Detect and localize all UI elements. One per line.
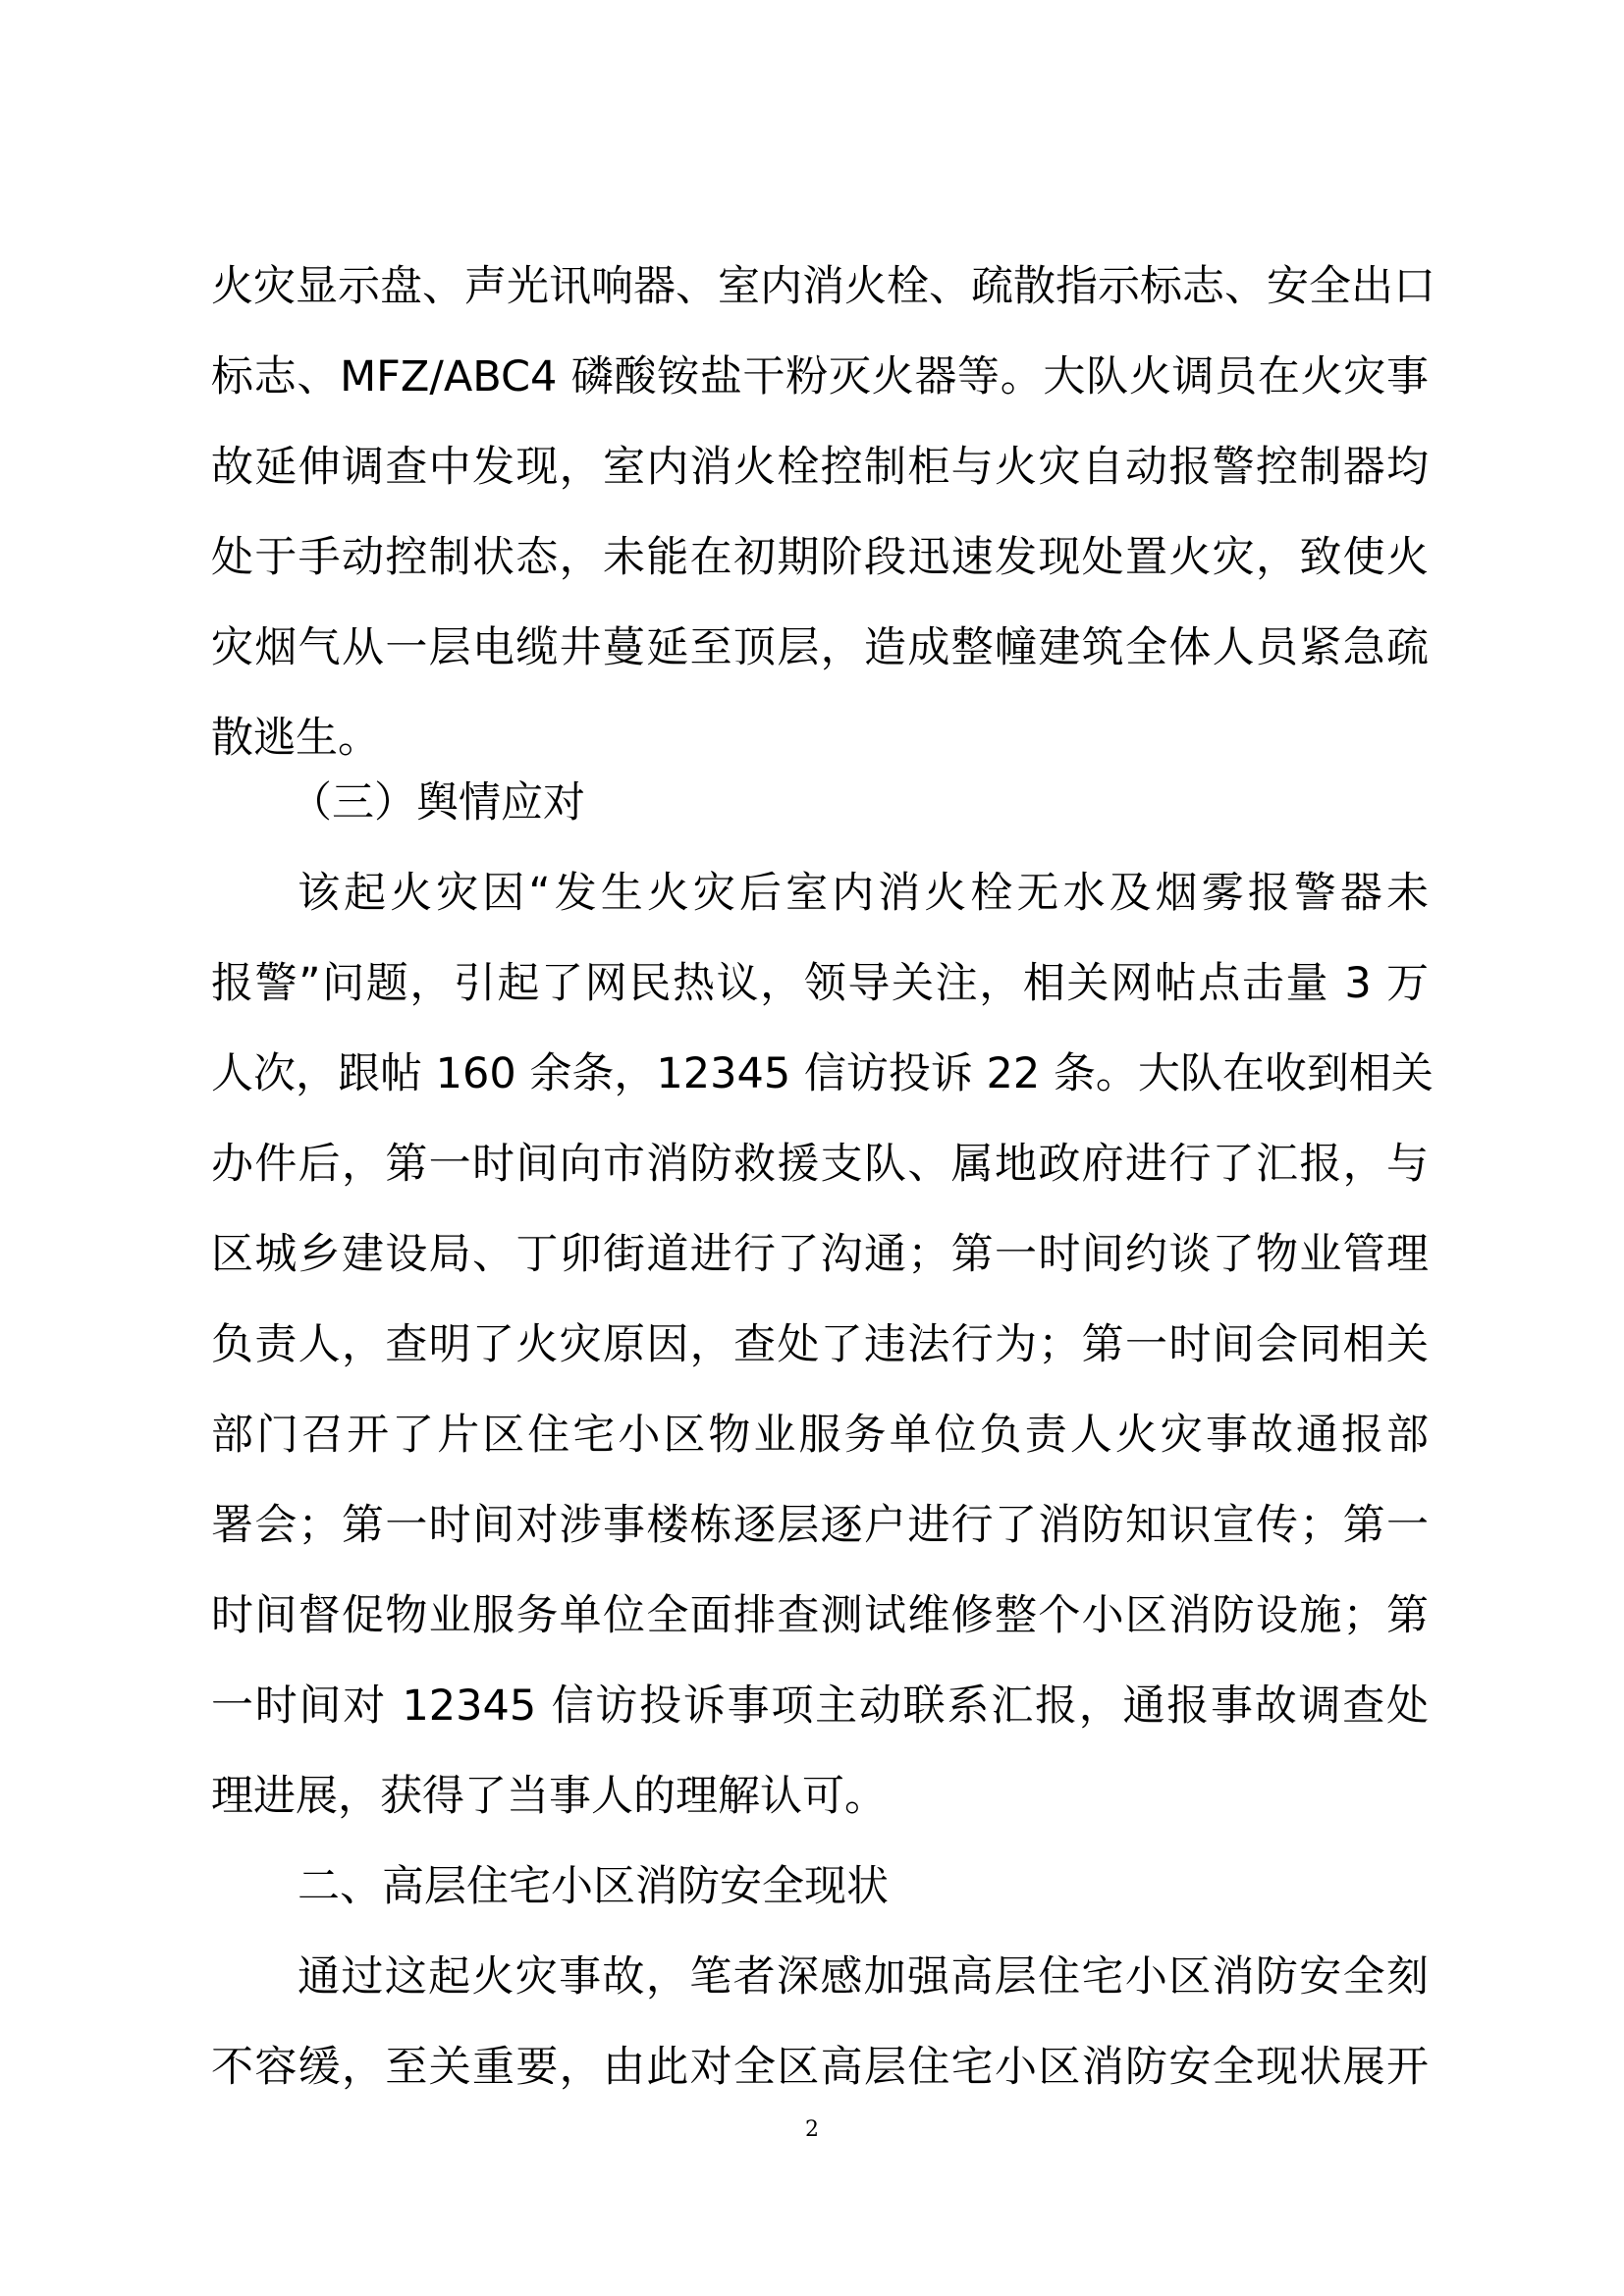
paragraph-line-3: 故延伸调查中发现，室内消火栓控制柜与火灾自动报警控制器均: [211, 443, 1429, 492]
paragraph-line-16: 一时间对 12345 信访投诉事项主动联系汇报，通报事故调查处: [211, 1682, 1429, 1731]
paragraph-line-8: 报警”问题，引起了网民热议，领导关注，相关网帖点击量 3 万: [211, 959, 1429, 1008]
paragraph-line-1: 火灾显示盘、声光讯响器、室内消火栓、疏散指示标志、安全出口: [211, 262, 1435, 311]
paragraph-line-4: 处于手动控制状态，未能在初期阶段迅速发现处置火灾，致使火: [211, 533, 1429, 582]
paragraph-line-2: 标志、MFZ/ABC4 磷酸铵盐干粉灭火器等。大队火调员在火灾事: [211, 352, 1429, 401]
paragraph-line-14: 署会；第一时间对涉事楼栋逐层逐户进行了消防知识宣传；第一: [211, 1501, 1429, 1550]
paragraph-line-17: 理进展，获得了当事人的理解认可。: [211, 1772, 887, 1821]
page-number: 2: [805, 2117, 819, 2142]
section-heading-public-opinion: （三）舆情应对: [290, 778, 585, 828]
paragraph-line-15: 时间督促物业服务单位全面排查测试维修整个小区消防设施；第: [211, 1591, 1429, 1640]
paragraph-line-11: 区城乡建设局、丁卯街道进行了沟通；第一时间约谈了物业管理: [211, 1230, 1429, 1279]
paragraph-line-10: 办件后，第一时间向市消防救援支队、属地政府进行了汇报，与: [211, 1140, 1429, 1189]
paragraph-line-13: 部门召开了片区住宅小区物业服务单位负责人火灾事故通报部: [211, 1411, 1429, 1460]
paragraph-line-12: 负责人，查明了火灾原因，查处了违法行为；第一时间会同相关: [211, 1320, 1429, 1369]
paragraph-line-7: 该起火灾因“发生火灾后室内消火栓无水及烟雾报警器未: [298, 869, 1429, 918]
paragraph-line-9: 人次，跟帖 160 余条，12345 信访投诉 22 条。大队在收到相关: [211, 1049, 1434, 1098]
paragraph-line-19: 不容缓，至关重要，由此对全区高层住宅小区消防安全现状展开: [211, 2043, 1429, 2092]
section-heading-current-status: 二、高层住宅小区消防安全现状: [298, 1862, 889, 1911]
paragraph-line-5: 灾烟气从一层电缆井蔓延至顶层，造成整幢建筑全体人员紧急疏: [211, 623, 1429, 672]
paragraph-line-18: 通过这起火灾事故，笔者深感加强高层住宅小区消防安全刻: [298, 1952, 1429, 2002]
paragraph-line-6: 散逃生。: [211, 714, 380, 763]
